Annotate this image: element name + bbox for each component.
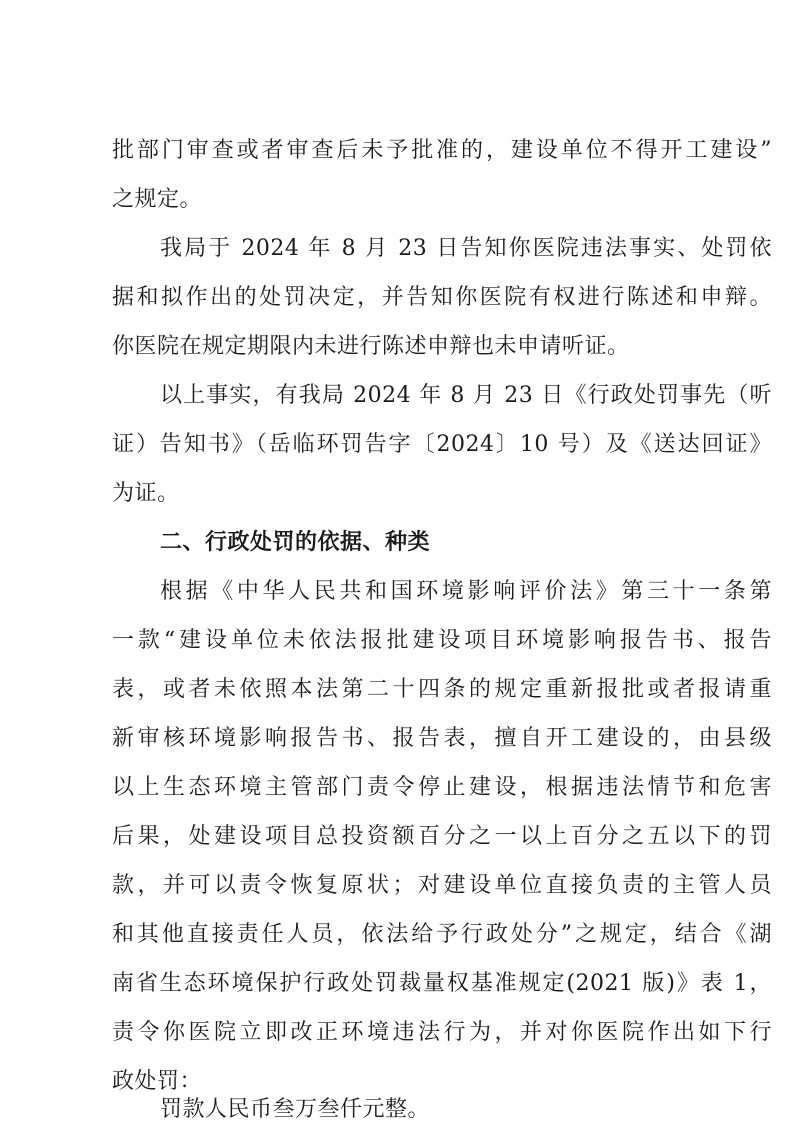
paragraph-line: 根据《中华人民共和国环境影响评价法》第三十一条第 — [160, 579, 772, 604]
paragraph-line: 责令你医院立即改正环境违法行为，并对你医院作出如下行 — [112, 1020, 772, 1045]
paragraph-line: 为证。 — [112, 481, 180, 506]
section-heading: 二、行政处罚的依据、种类 — [160, 530, 431, 555]
paragraph-line: 罚款人民币叁万叁仟元整。 — [160, 1097, 431, 1122]
paragraph-line: 一款“建设单位未依法报批建设项目环境影响报告书、报告 — [112, 628, 772, 653]
paragraph-line: 你医院在规定期限内未进行陈述申辩也未申请听证。 — [112, 334, 630, 359]
paragraph-line: 表，或者未依照本法第二十四条的规定重新报批或者报请重 — [112, 677, 772, 702]
paragraph-line: 政处罚： — [112, 1069, 203, 1094]
paragraph-line: 南省生态环境保护行政处罚裁量权基准规定(2021 版)》表 1， — [112, 971, 772, 996]
paragraph-line: 我局于 2024 年 8 月 23 日告知你医院违法事实、处罚依 — [160, 236, 772, 261]
paragraph-line: 之规定。 — [112, 187, 203, 212]
paragraph-line: 证）告知书》（岳临环罚告字〔2024〕10 号）及《送达回证》 — [112, 432, 772, 457]
paragraph-line: 款，并可以责令恢复原状；对建设单位直接负责的主管人员 — [112, 873, 772, 898]
paragraph-line: 批部门审查或者审查后未予批准的，建设单位不得开工建设” — [112, 138, 772, 163]
paragraph-line: 后果，处建设项目总投资额百分之一以上百分之五以下的罚 — [112, 824, 772, 849]
paragraph-line: 和其他直接责任人员，依法给予行政处分”之规定，结合《湖 — [112, 922, 772, 947]
paragraph-line: 以上生态环境主管部门责令停止建设，根据违法情节和危害 — [112, 775, 772, 800]
paragraph-line: 以上事实，有我局 2024 年 8 月 23 日《行政处罚事先（听 — [160, 383, 772, 408]
paragraph-line: 据和拟作出的处罚决定，并告知你医院有权进行陈述和申辩。 — [112, 285, 772, 310]
paragraph-line: 新审核环境影响报告书、报告表，擅自开工建设的，由县级 — [112, 726, 772, 751]
